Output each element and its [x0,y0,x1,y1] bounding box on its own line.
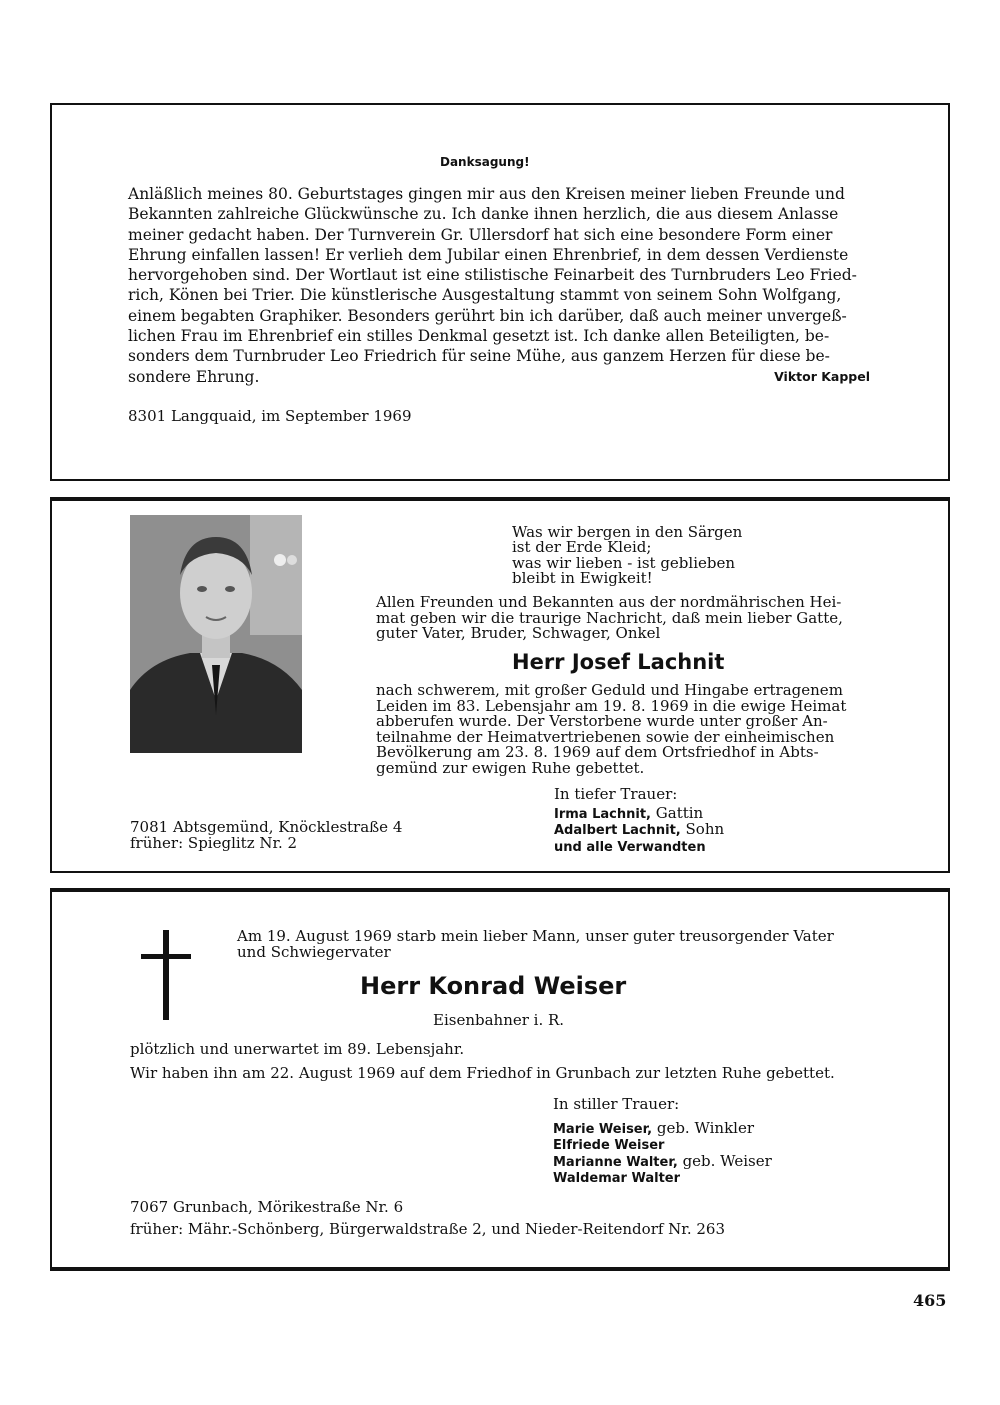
thanks-line: Ehrung einfallen lassen! Er verlieh dem Jubilar einen Ehrenbrief, in dem dessen Verdienste [128,245,849,264]
lachnit-address [130,820,402,851]
thanks-line: hervorgehoben sind. Der Wortlaut ist eine stilistische Feinarbeit des Turnbruders Leo Fried- [128,266,857,285]
thanks-line: Anläßlich meines 80. Geburtstages gingen mir aus den Kreisen meiner lieben Freunde und [128,185,845,203]
mourner-name: Elfriede Weiser [553,1138,665,1153]
address-line: 7081 Abtsgemünd, Knöcklestraße 4 [130,818,403,836]
mourner [554,839,724,855]
thanks-last-line [128,367,870,387]
mourner-name: Irma Lachnit, [554,807,651,823]
lachnit-mourners [554,787,724,855]
intro-line: und Schwiegervater [237,942,391,961]
portrait-photo [130,515,302,753]
thanks-last-text: sondere Ehrung. [128,367,260,386]
mourner [554,822,724,838]
address-line: früher: Spieglitz Nr. 2 [130,833,298,852]
mourner [553,1170,772,1187]
intro-line: mat geben wir die traurige Nachricht, daß mein lieber Gatte, [376,608,843,627]
mourner-role: Gattin [655,804,704,823]
poem-line: Was wir bergen in den Särgen [512,523,743,541]
thanks-signature: Viktor Kappel [774,368,870,384]
body-line: nach schwerem, mit großer Geduld und Hingabe ertragenem [376,681,843,699]
thanks-line: sonders dem Turnbruder Leo Friedrich für seine Mühe, aus ganzem Herzen für diese be- [128,347,830,366]
mourner [553,1118,772,1138]
thanks-line: einem begabten Graphiker. Besonders gerührt bin ich darüber, daß auch meiner unvergeß- [128,306,847,325]
mourner [553,1151,772,1171]
weiser-line: Wir haben ihn am 22. August 1969 auf dem Friedhof in Grunbach zur letzten Ruhe gebettet. [130,1064,835,1082]
thanks-line: meiner gedacht haben. Der Turnverein Gr. Ullersdorf hat sich eine besondere Form einer [128,225,833,244]
deceased-occupation: Eisenbahner i. R. [433,1011,565,1029]
mourner-role: geb. Weiser [682,1151,772,1170]
weiser-intro [237,929,873,960]
poem-line: ist der Erde Kleid; [512,538,652,557]
mourner-name: und alle Verwandten [554,839,706,855]
mourner-name: Waldemar Walter [553,1171,681,1186]
body-line: teilnahme der Heimatvertriebenen sowie der einheimischen [376,727,835,746]
mourner-name: Marianne Walter, [553,1154,678,1170]
weiser-address [130,1196,725,1240]
address-line: früher: Mähr.-Schönberg, Bürgerwaldstraße 2, und Nieder-Reitendorf Nr. 263 [130,1220,725,1238]
weiser-mourners [553,1097,772,1187]
weiser-line: plötzlich und unerwartet im 89. Lebensjahr. [130,1040,465,1058]
body-line: gemünd zur ewigen Ruhe gebettet. [376,758,645,777]
mourning-label: In tiefer Trauer: [554,785,678,803]
deceased-name-lachnit: Herr Josef Lachnit [512,650,725,674]
lachnit-body [376,683,872,777]
cross-icon [141,930,191,1020]
address-line: 7067 Grunbach, Mörikestraße Nr. 6 [130,1198,404,1216]
mourner-role: Sohn [685,820,725,839]
mourner-role: geb. Winkler [656,1118,755,1137]
intro-line: guter Vater, Bruder, Schwager, Onkel [376,624,661,642]
intro-line: Allen Freunden und Bekannten aus der nordmährischen Hei- [376,593,842,611]
poem [512,525,742,586]
body-line: Bevölkerung am 23. 8. 1969 auf dem Ortsfriedhof in Abts- [376,743,819,762]
thanks-text [128,184,870,387]
deceased-name-weiser: Herr Konrad Weiser [360,972,627,1000]
poem-line: was wir lieben - ist geblieben [512,553,736,572]
page-number: 465 [913,1291,947,1310]
body-line: abberufen wurde. Der Verstorbene wurde unter großer An- [376,712,828,731]
intro-line: Am 19. August 1969 starb mein lieber Mann, unser guter treusorgender Vater [237,927,834,945]
thanks-place-date: 8301 Langquaid, im September 1969 [128,407,412,425]
thanks-line: Bekannten zahlreiche Glückwünsche zu. Ich danke ihnen herzlich, die aus diesem Anlasse [128,205,839,224]
mourner-name: Marie Weiser, [553,1121,653,1137]
poem-line: bleibt in Ewigkeit! [512,568,653,587]
thanks-line: rich, Könen bei Trier. Die künstlerische Ausgestaltung stammt von seinem Sohn Wolfgang, [128,286,842,305]
thanks-title: Danksagung! [440,155,530,169]
lachnit-intro [376,595,872,642]
mourner-name: Adalbert Lachnit, [554,823,681,839]
body-line: Leiden im 83. Lebensjahr am 19. 8. 1969 in die ewige Heimat [376,696,847,715]
thanks-line: lichen Frau im Ehrenbrief ein stilles Denkmal gesetzt ist. Ich danke allen Beteiligten, be- [128,327,830,346]
mourning-label: In stiller Trauer: [553,1095,680,1113]
